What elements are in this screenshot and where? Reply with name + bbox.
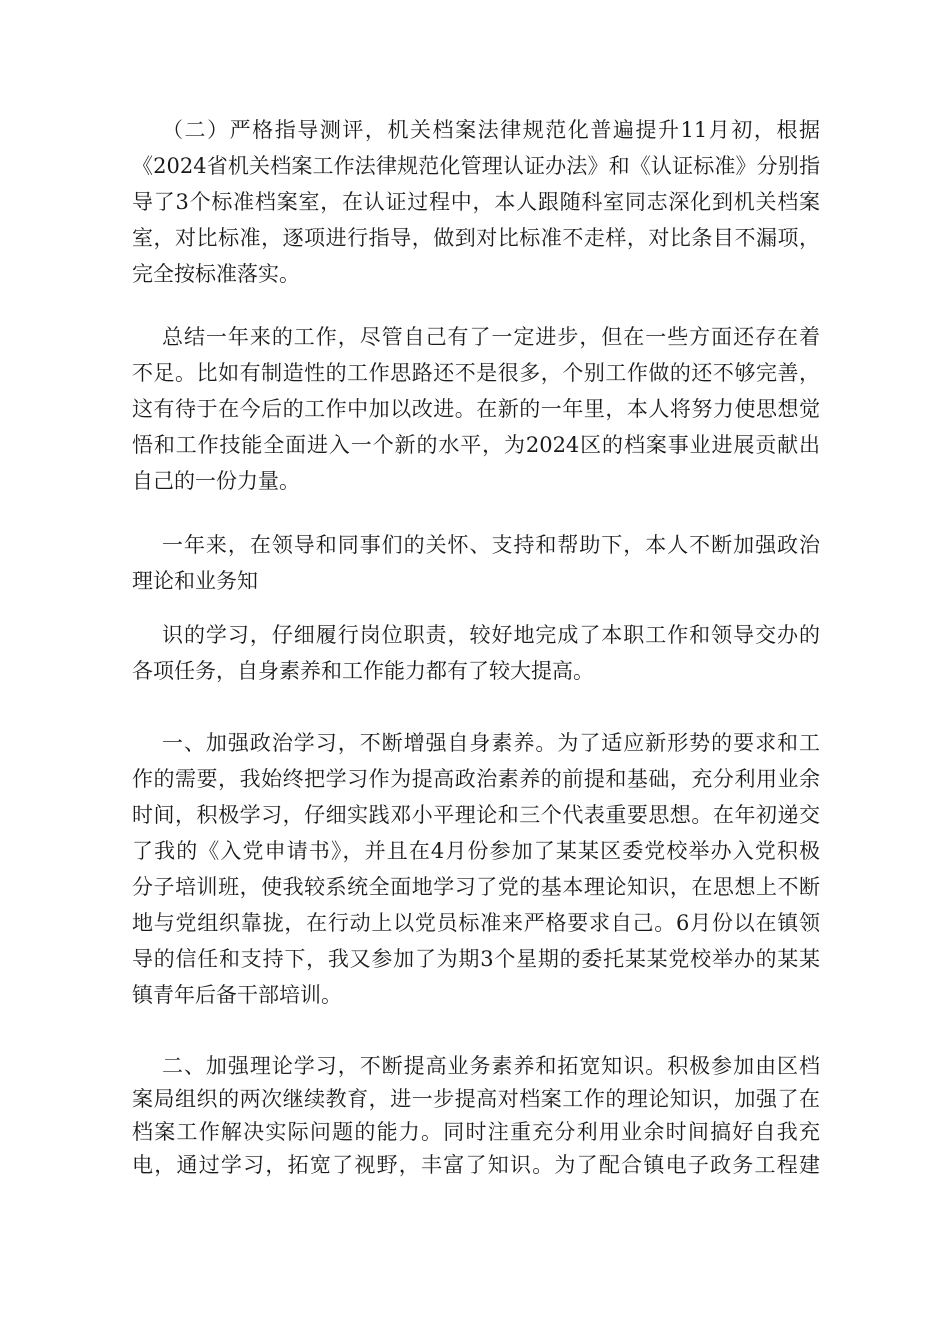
paragraph	[132, 527, 820, 599]
text-line: 完全按标准落实。	[132, 262, 300, 286]
text-line: 不足。比如有制造性的工作思路还不是很多，个别工作做的还不够完善，	[132, 361, 820, 385]
text-line: 作的需要，我始终把学习作为提高政治素养的前提和基础，充分利用业余	[132, 767, 820, 791]
paragraph	[132, 319, 820, 499]
text-line: 《2024省机关档案工作法律规范化管理认证办法》和《认证标准》分别指	[132, 154, 820, 178]
text-line: 理论和业务知	[132, 569, 258, 593]
text-line: 自己的一份力量。	[132, 469, 300, 493]
text-line: 导的信任和支持下，我又参加了为期3个星期的委托某某党校举办的某某	[132, 947, 820, 971]
text-line: 档案工作解决实际问题的能力。同时注重充分利用业余时间搞好自我充	[132, 1120, 820, 1144]
paragraph	[132, 617, 820, 689]
text-line: 室，对比标准，逐项进行指导，做到对比标准不走样，对比条目不漏项，	[132, 226, 820, 250]
text-line: 地与党组织靠拢，在行动上以党员标准来严格要求自己。6月份以在镇领	[132, 911, 820, 935]
text-line: 各项任务，自身素养和工作能力都有了较大提高。	[132, 659, 594, 683]
text-line: 这有待于在今后的工作中加以改进。在新的一年里，本人将努力使思想觉	[132, 397, 820, 421]
text-line: 悟和工作技能全面进入一个新的水平，为2024区的档案事业进展贡献出	[132, 433, 820, 457]
text-line: 一年来，在领导和同事们的关怀、支持和帮助下，本人不断加强政治	[162, 533, 820, 557]
paragraph	[132, 1050, 820, 1182]
text-line: 导了3个标准档案室，在认证过程中，本人跟随科室同志深化到机关档案	[132, 190, 820, 214]
text-line: 二、加强理论学习，不断提高业务素养和拓宽知识。积极参加由区档	[162, 1054, 820, 1078]
text-line: 案局组织的两次继续教育，进一步提高对档案工作的理论知识，加强了在	[132, 1087, 820, 1111]
text-line: 镇青年后备干部培训。	[132, 983, 342, 1007]
paragraph	[132, 725, 820, 1013]
text-line: 总结一年来的工作，尽管自己有了一定进步，但在一些方面还存在着	[162, 325, 820, 349]
text-line: 识的学习，仔细履行岗位职责，较好地完成了本职工作和领导交办的	[162, 623, 820, 647]
text-line: （二）严格指导测评，机关档案法律规范化普遍提升11月初，根据	[162, 118, 820, 142]
text-line: 一、加强政治学习，不断增强自身素养。为了适应新形势的要求和工	[162, 731, 820, 755]
text-line: 分子培训班，使我较系统全面地学习了党的基本理论知识，在思想上不断	[132, 875, 820, 899]
paragraph	[132, 112, 820, 292]
text-line: 了我的《入党申请书》，并且在4月份参加了某某区委党校举办入党积极	[132, 839, 820, 863]
text-line: 电，通过学习，拓宽了视野，丰富了知识。为了配合镇电子政务工程建	[132, 1153, 820, 1177]
text-line: 时间，积极学习，仔细实践邓小平理论和三个代表重要思想。在年初递交	[132, 803, 820, 827]
